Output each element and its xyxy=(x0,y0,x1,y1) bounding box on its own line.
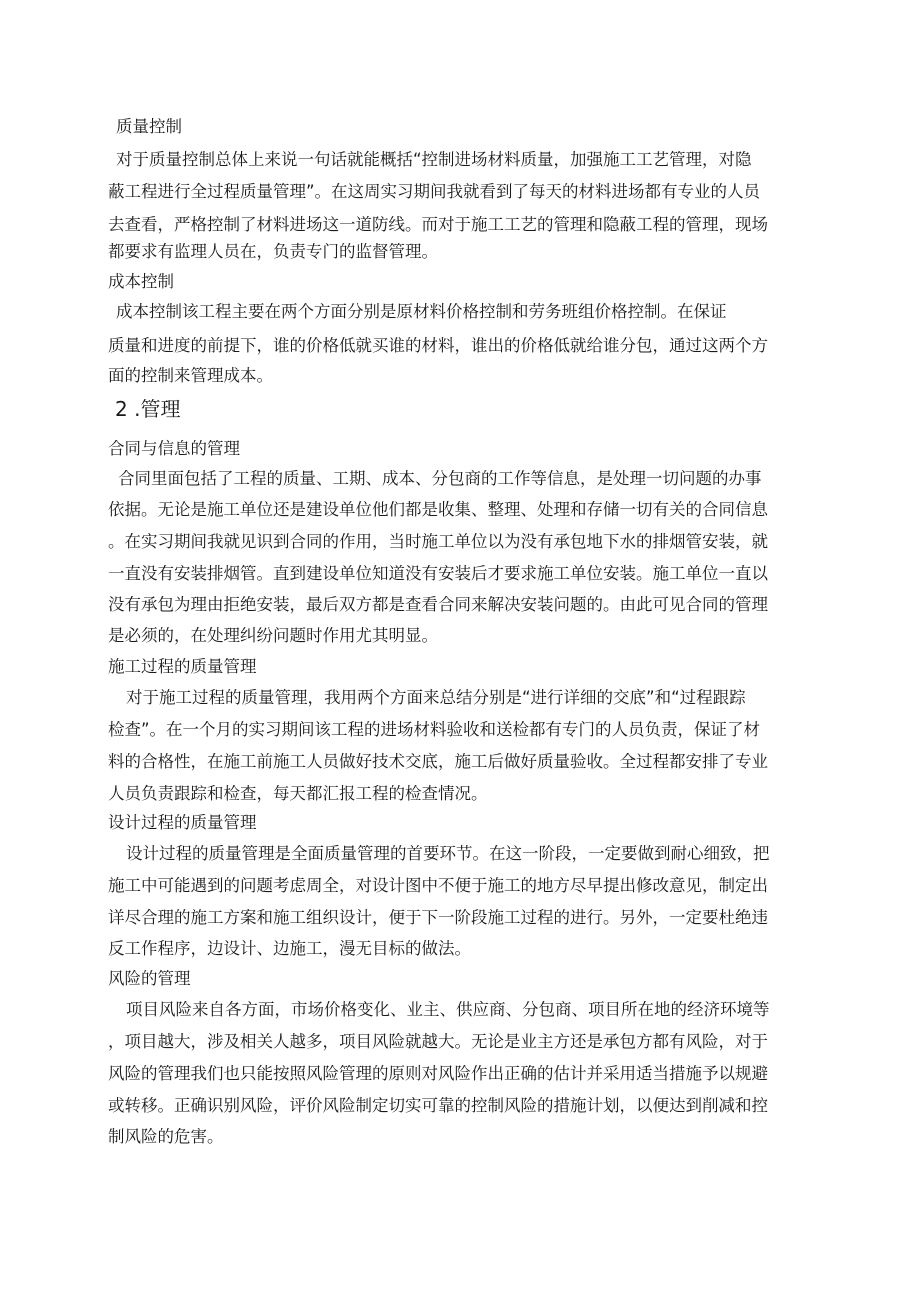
paragraph-line: 面的控制来管理成本。 xyxy=(108,366,273,385)
paragraph-line: 风险的管理我们也只能按照风险管理的原则对风险作出正确的估计并采用适当措施予以规避 xyxy=(108,1064,768,1083)
heading-contract-management: 合同与信息的管理 xyxy=(108,439,240,458)
paragraph-line: 设计过程的质量管理是全面质量管理的首要环节。在这一阶段，一定要做到耐心细致，把 xyxy=(126,844,770,863)
paragraph-line: 质量和进度的前提下，谁的价格低就买谁的材料，谁出的价格低就给谁分包，通过这两个方 xyxy=(108,336,768,355)
heading-design-quality: 设计过程的质量管理 xyxy=(108,813,257,832)
heading-quality-control: 质量控制 xyxy=(116,117,182,136)
paragraph-line: 没有承包为理由拒绝安装，最后双方都是查看合同来解决安装问题的。由此可见合同的管理 xyxy=(108,595,768,614)
paragraph-line: 详尽合理的施工方案和施工组织设计，便于下一阶段施工过程的进行。另外，一定要杜绝违 xyxy=(108,908,768,927)
paragraph-line: 蔽工程进行全过程质量管理”。在这周实习期间我就看到了每天的材料进场都有专业的人员 xyxy=(108,182,761,201)
paragraph-line: 检查”。在一个月的实习期间该工程的进场材料验收和送检都有专门的人员负责，保证了材 xyxy=(108,720,761,739)
paragraph-line: 依据。无论是施工单位还是建设单位他们都是收集、整理、处理和存储一切有关的合同信息 xyxy=(108,500,768,519)
heading-management: 2 .管理 xyxy=(115,397,181,421)
heading-risk-management: 风险的管理 xyxy=(108,969,191,988)
paragraph-line: 或转移。正确识别风险，评价风险制定切实可靠的控制风险的措施计划，以便达到削减和控 xyxy=(108,1096,768,1115)
paragraph-line: 成本控制该工程主要在两个方面分别是原材料价格控制和劳务班组价格控制。在保证 xyxy=(116,302,727,321)
paragraph-line: 是必须的，在处理纠纷问题时作用尤其明显。 xyxy=(108,626,438,645)
paragraph-line: 。在实习期间我就见识到合同的作用，当时施工单位以为没有承包地下水的排烟管安装，就 xyxy=(108,532,768,551)
paragraph-line: 项目风险来自各方面，市场价格变化、业主、供应商、分包商、项目所在地的经济环境等 xyxy=(126,1000,770,1019)
paragraph-line: 合同里面包括了工程的质量、工期、成本、分包商的工作等信息，是处理一切问题的办事 xyxy=(118,469,762,488)
paragraph-line: ，项目越大，涉及相关人越多，项目风险就越大。无论是业主方还是承包方都有风险，对于 xyxy=(108,1032,768,1051)
paragraph-line: 反工作程序，边设计、边施工，漫无目标的做法。 xyxy=(108,939,471,958)
paragraph-line: 人员负责跟踪和检查，每天都汇报工程的检查情况。 xyxy=(108,784,488,803)
paragraph-line: 施工中可能遇到的问题考虑周全，对设计图中不便于施工的地方尽早提出修改意见，制定出 xyxy=(108,876,768,895)
paragraph-line: 对于施工过程的质量管理，我用两个方面来总结分别是“进行详细的交底”和“过程跟踪 xyxy=(126,688,746,707)
heading-cost-control: 成本控制 xyxy=(108,272,174,291)
paragraph-line: 去查看，严格控制了材料进场这一道防线。而对于施工工艺的管理和隐蔽工程的管理，现场 xyxy=(108,215,768,234)
paragraph-line: 都要求有监理人员在，负责专门的监督管理。 xyxy=(108,242,438,261)
paragraph-line: 一直没有安装排烟管。直到建设单位知道没有安装后才要求施工单位安装。施工单位一直以 xyxy=(108,564,768,583)
paragraph-line: 料的合格性，在施工前施工人员做好技术交底，施工后做好质量验收。全过程都安排了专业 xyxy=(108,752,768,771)
paragraph-line: 对于质量控制总体上来说一句话就能概括“控制进场材料质量，加强施工工艺管理，对隐 xyxy=(116,150,752,169)
paragraph-line: 制风险的危害。 xyxy=(108,1127,224,1146)
heading-construction-quality: 施工过程的质量管理 xyxy=(108,657,257,676)
